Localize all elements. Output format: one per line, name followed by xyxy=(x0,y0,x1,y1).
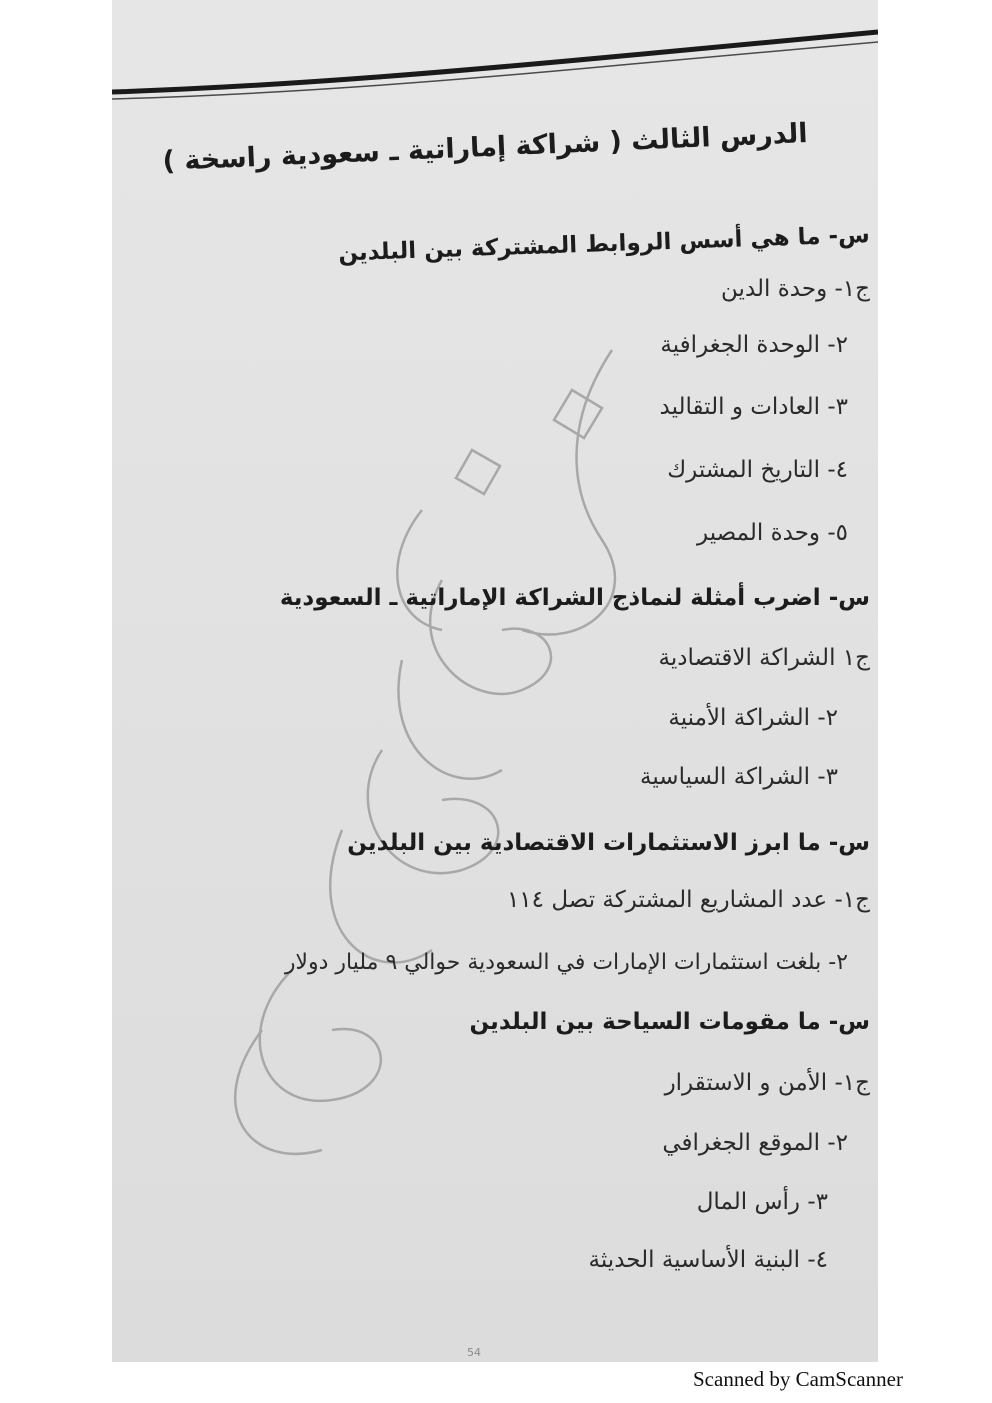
answer-4-3: ٣- رأس المال xyxy=(696,1189,828,1215)
answer-2-2: ٢- الشراكة الأمنية xyxy=(668,705,838,731)
answer-1-2: ٢- الوحدة الجغرافية xyxy=(660,332,848,358)
question-2: س- اضرب أمثلة لنماذج الشراكة الإماراتية ـ السعودية xyxy=(279,585,870,611)
answer-1-3: ٣- العادات و التقاليد xyxy=(659,394,848,420)
question-4: س- ما مقومات السياحة بين البلدين xyxy=(469,1009,870,1035)
page-number: 54 xyxy=(467,1346,481,1359)
answer-1-5: ٥- وحدة المصير xyxy=(697,520,848,546)
answer-1-1: ج١- وحدة الدين xyxy=(721,276,870,302)
answer-4-2: ٢- الموقع الجغرافي xyxy=(662,1130,848,1156)
answer-4-1: ج١- الأمن و الاستقرار xyxy=(664,1070,870,1096)
question-3: س- ما ابرز الاستثمارات الاقتصادية بين البلدين xyxy=(347,830,870,856)
question-1: س- ما هي أسس الروابط المشتركة بين البلدين xyxy=(338,222,871,267)
document-body xyxy=(112,0,878,1362)
answer-3-1: ج١- عدد المشاريع المشتركة تصل ١١٤ xyxy=(506,887,870,913)
answer-3-2: ٢- بلغت استثمارات الإمارات في السعودية حوالي ٩ مليار دولار xyxy=(284,950,848,975)
scanner-footer: Scanned by CamScanner xyxy=(693,1367,903,1391)
scanned-page xyxy=(112,0,878,1362)
answer-2-3: ٣- الشراكة السياسية xyxy=(640,764,838,790)
answer-4-4: ٤- البنية الأساسية الحديثة xyxy=(588,1247,828,1273)
answer-2-1: ج١ الشراكة الاقتصادية xyxy=(658,645,870,671)
document-title: الدرس الثالث ( شراكة إماراتية ـ سعودية راسخة ) xyxy=(162,118,809,178)
answer-1-4: ٤- التاريخ المشترك xyxy=(667,457,848,483)
